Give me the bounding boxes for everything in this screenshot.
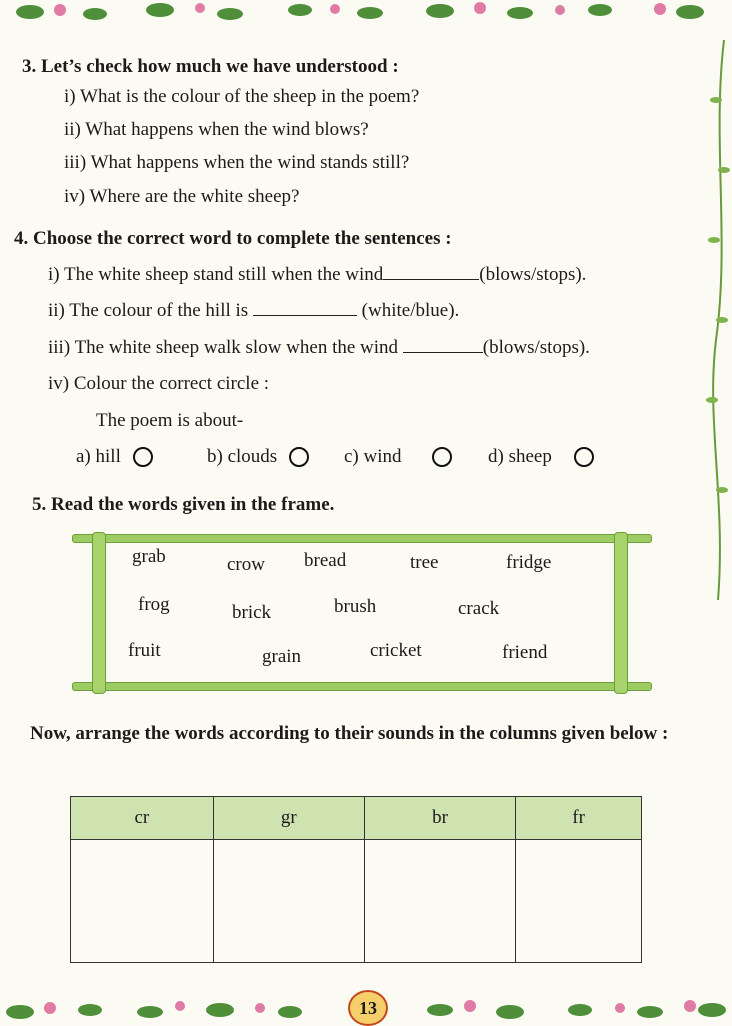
option-circle[interactable] xyxy=(133,447,153,467)
q4-s2-options: (white/blue). xyxy=(361,300,460,321)
column-header-br: br xyxy=(364,797,515,840)
frame-right-post xyxy=(614,532,628,694)
option-label: a) hill xyxy=(76,446,121,467)
word-item: crack xyxy=(458,598,500,619)
q5-heading: 5. Read the words given in the frame. xyxy=(32,494,335,515)
q4-sentence-4: iv) Colour the correct circle : xyxy=(48,373,270,394)
answer-blank[interactable] xyxy=(383,278,479,280)
word-item: crow xyxy=(227,554,265,575)
option-circle[interactable] xyxy=(432,447,452,467)
option-sheep xyxy=(488,446,594,468)
option-label: c) wind xyxy=(344,446,402,467)
q4-s2-text: ii) The colour of the hill is xyxy=(48,300,249,321)
option-clouds xyxy=(207,446,309,468)
option-circle[interactable] xyxy=(289,447,309,467)
answer-blank[interactable] xyxy=(253,314,357,316)
vine-decoration xyxy=(702,40,732,600)
q4-sentence-1 xyxy=(48,264,586,286)
word-item: grain xyxy=(262,646,302,667)
word-item: grab xyxy=(132,546,166,567)
answer-cell[interactable] xyxy=(213,840,364,963)
word-item: brick xyxy=(232,602,272,623)
q4-heading: 4. Choose the correct word to complete the sentences : xyxy=(14,228,452,249)
answer-cell[interactable] xyxy=(516,840,642,963)
q3-item-4: iv) Where are the white sheep? xyxy=(64,186,300,207)
word-item: fruit xyxy=(128,640,161,661)
word-item: friend xyxy=(502,642,548,663)
answer-cell[interactable] xyxy=(364,840,515,963)
word-item: brush xyxy=(334,596,377,617)
q3-item-3: iii) What happens when the wind stands still? xyxy=(64,152,410,173)
frame-left-post xyxy=(92,532,106,694)
option-wind xyxy=(344,446,452,468)
q4-sentence-2 xyxy=(48,300,459,322)
q4-sentence-3 xyxy=(48,337,590,359)
option-label: b) clouds xyxy=(207,446,278,467)
sound-sort-table xyxy=(70,796,642,963)
word-item: frog xyxy=(138,594,170,615)
column-header-gr: gr xyxy=(213,797,364,840)
answer-blank[interactable] xyxy=(403,351,483,353)
page-number: 13 xyxy=(348,990,388,1026)
word-item: tree xyxy=(410,552,439,573)
q4-s3-text: iii) The white sheep walk slow when the wind xyxy=(48,337,399,358)
q4-s1-options: (blows/stops). xyxy=(479,264,587,285)
q3-heading: 3. Let’s check how much we have understood : xyxy=(22,56,399,77)
q4-s1-text: i) The white sheep stand still when the wind xyxy=(48,264,384,285)
bamboo-word-frame xyxy=(72,532,650,692)
frame-bottom-bar xyxy=(72,682,652,691)
option-label: d) sheep xyxy=(488,446,552,467)
word-item: bread xyxy=(304,550,347,571)
column-header-fr: fr xyxy=(516,797,642,840)
q4-s3-options: (blows/stops). xyxy=(482,337,590,358)
floral-top-border xyxy=(0,0,732,34)
word-item: cricket xyxy=(370,640,422,661)
q3-item-1: i) What is the colour of the sheep in the poem? xyxy=(64,86,420,107)
frame-top-bar xyxy=(72,534,652,543)
q3-item-2: ii) What happens when the wind blows? xyxy=(64,119,369,140)
column-header-cr: cr xyxy=(71,797,214,840)
option-circle[interactable] xyxy=(574,447,594,467)
answer-cell[interactable] xyxy=(71,840,214,963)
option-hill xyxy=(76,446,153,468)
q5-instruction: Now, arrange the words according to their sounds in the columns given below : xyxy=(30,723,669,744)
poem-about-label: The poem is about- xyxy=(96,410,244,431)
word-item: fridge xyxy=(506,552,552,573)
